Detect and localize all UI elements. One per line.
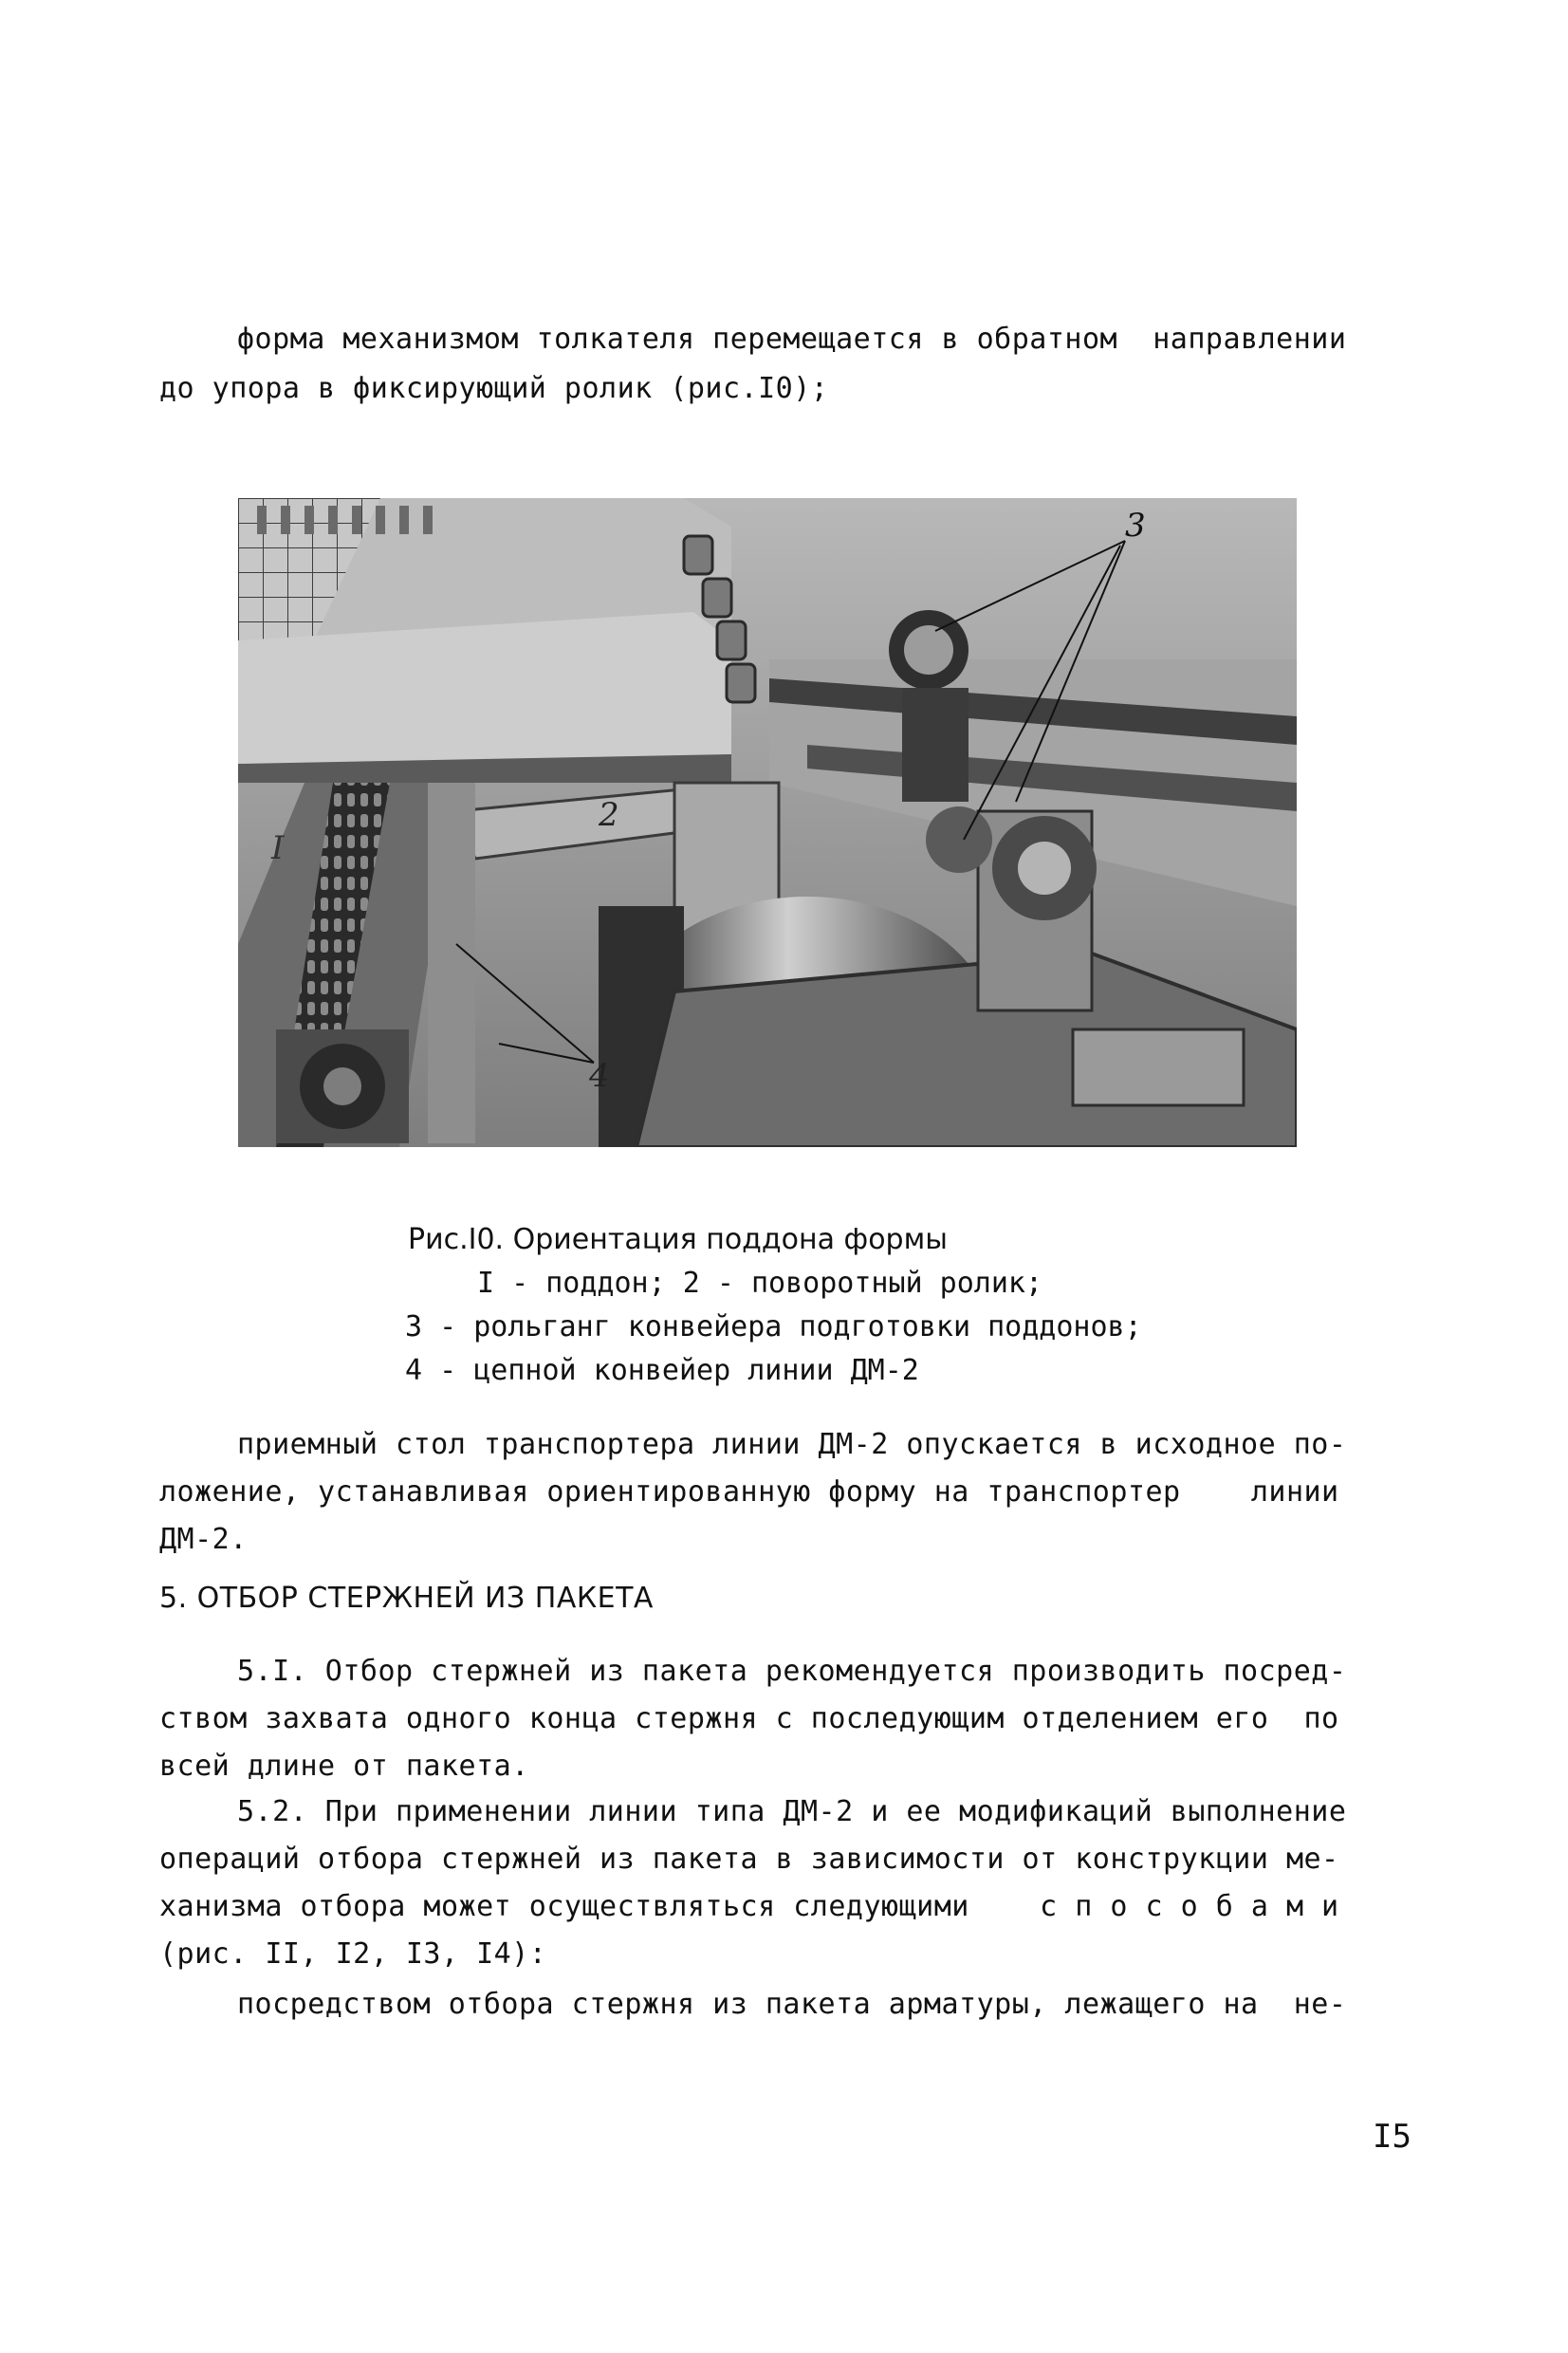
intro-line-2: до упора в фиксирующий ролик (рис.I0); [159,372,829,405]
intro-line-1: форма механизмом толкателя перемещается в обратном направлении [237,323,1347,356]
callout-2: 2 [599,796,619,834]
conveyor-photo [238,498,1297,1147]
figure-caption-title: Рис.I0. Ориентация поддона формы [408,1223,948,1256]
callout-1: I [271,829,285,867]
section-p2-line-3: ханизма отбора может осуществляться следующими с п о с о б а м и [159,1890,1339,1923]
figure-caption-line-1: I - поддон; 2 - поворотный ролик; [477,1267,1043,1300]
section-p1-line-3: всей длине от пакета. [159,1750,529,1783]
section-p2-line-4: (рис. II, I2, I3, I4): [159,1937,547,1971]
page-number: I5 [1373,2118,1411,2156]
callout-4: 4 [589,1057,610,1095]
para-after-line-2: ложение, устанавливая ориентированную форму на транспортер линии [159,1475,1339,1509]
figure-photo [238,498,1297,1147]
para-after-line-1: приемный стол транспортера линии ДМ-2 опускается в исходное по- [237,1428,1347,1461]
section-p2-line-1: 5.2. При применении линии типа ДМ-2 и ее модификаций выполнение [237,1795,1347,1828]
figure-caption-line-2: 3 - рольганг конвейера подготовки поддонов; [405,1310,1142,1343]
callout-3: 3 [1125,507,1146,545]
para-after-line-3: ДМ-2. [159,1523,248,1556]
section-p1-line-1: 5.I. Отбор стержней из пакета рекомендуется производить посред- [237,1655,1347,1688]
section-p2-line-2: операций отбора стержней из пакета в зависимости от конструкции ме- [159,1843,1339,1876]
section-p3-line-1: посредством отбора стержня из пакета арматуры, лежащего на не- [237,1988,1347,2021]
figure-caption-line-3: 4 - цепной конвейер линии ДМ-2 [405,1354,919,1387]
section-p1-line-2: ством захвата одного конца стержня с последующим отделением его по [159,1702,1339,1735]
section-heading: 5. ОТБОР СТЕРЖНЕЙ ИЗ ПАКЕТА [159,1582,654,1615]
